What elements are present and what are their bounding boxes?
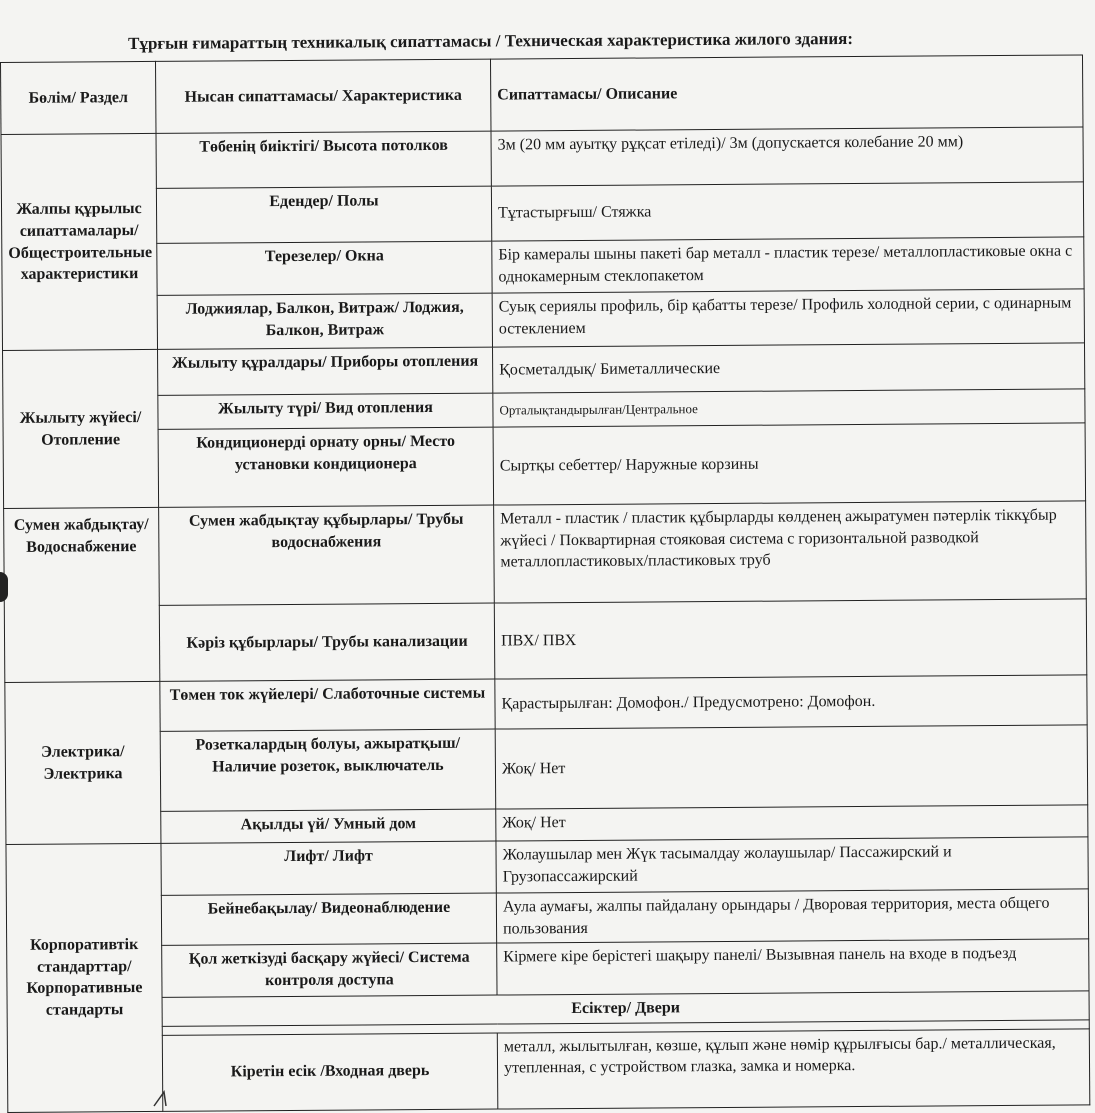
row-label: Ақылды үй/ Умный дом [161, 809, 496, 843]
doors-subheader: Есіктер/ Двери [162, 991, 1089, 1026]
table-row [2, 289, 1084, 351]
row-value: Жоқ/ Нет [495, 725, 1088, 809]
section-water: Сумен жабдықтау/ Водоснабжение [4, 507, 160, 682]
header-characteristic: Нысан сипаттамасы/ Характеристика [155, 59, 490, 133]
row-value: ПВХ/ ПВХ [494, 599, 1087, 679]
row-label: Лоджиялар, Балкон, Витраж/ Лоджия, Балкон, Витраж [157, 293, 492, 349]
spec-table-wrapper [0, 54, 1090, 1112]
table-row [6, 889, 1088, 947]
row-value: Аула аумағы, жалпы пайдалану орындары / Дворовая территория, места общего пользования [496, 889, 1088, 943]
row-value: Бір камералы шыны пакеті бар металл - пластик терезе/ металлопластиковые окна с однокамерным стеклопакетом [492, 237, 1084, 293]
page-title: Тұрғын ғимараттың техникалық сипаттамасы / Техническая характеристика жилого здания: [128, 28, 854, 53]
row-value: Қосметалдық/ Биметаллические [493, 343, 1085, 393]
row-label: Төмен ток жүйелері/ Слаботочные системы [160, 679, 495, 731]
section-general: Жалпы құрылыс сипаттамалары/ Общестроительные характеристики [1, 133, 158, 350]
spec-table [0, 54, 1090, 1112]
section-corporate: Корпоративтік стандарттар/ Корпоративные стандарты [6, 843, 163, 1112]
row-label: Кәріз құбырлары/ Трубы канализации [159, 603, 495, 681]
row-value: Металл - пластик / пластик құбырларды көлденең ажыратумен пәтерлік тіккұбыр жүйесі / Поквартирная стояковая система с горизонтальной разводкой металлопластиковых/пластиковых труб [494, 501, 1087, 603]
row-label: Сумен жабдықтау құбырлары/ Трубы водоснабжения [159, 505, 495, 605]
table-row [2, 237, 1084, 297]
table-row [6, 837, 1088, 897]
row-label: Едендер/ Полы [156, 186, 491, 243]
header-section: Бөлім/ Раздел [1, 61, 156, 134]
header-row [1, 55, 1083, 135]
row-label: Жылыту түрі/ Вид отопления [158, 393, 493, 429]
row-value: Кірмеге кіре берістегі шақыру панелі/ Вызывная панель на входе в подъезд [497, 939, 1089, 995]
row-label: Лифт/ Лифт [161, 841, 496, 895]
table-row [1, 182, 1083, 245]
table-row [4, 599, 1087, 683]
table-row [5, 675, 1087, 733]
row-label: Кондиционерді орнату орны/ Место установки кондиционера [158, 427, 494, 507]
pen-mark-icon [150, 1088, 180, 1108]
row-label: Кіретін есік /Входная дверь [162, 1033, 498, 1111]
row-label: Бейнебақылау/ Видеонаблюдение [161, 893, 496, 946]
row-value: Сыртқы себеттер/ Наружные корзины [493, 423, 1086, 505]
table-row [4, 501, 1087, 607]
section-electric: Электрика/ Электрика [5, 681, 161, 844]
row-label: Розеткалардың болуы, ажыратқыш/ Наличие розеток, выключатель [160, 729, 496, 811]
table-row [1, 127, 1083, 190]
row-value: Тұтастырғыш/ Стяжка [491, 182, 1083, 241]
row-value: Суық сериялы профиль, бір қабатты терезе/ Профиль холодной серии, с одинарным остеклением [492, 289, 1084, 347]
row-value: 3м (20 мм ауытқу рұқсат етіледі)/ 3м (допускается колебание 20 мм) [491, 127, 1083, 186]
section-heating: Жылыту жүйесі/ Отопление [3, 349, 159, 508]
row-value: Орталықтандырылған/Центральное [493, 389, 1085, 427]
header-description: Сипаттамасы/ Описание [490, 55, 1082, 131]
row-label: Терезелер/ Окна [157, 241, 492, 295]
table-row [7, 939, 1089, 999]
row-value: металл, жылытылған, көзше, құлып және нөмір құрылғысы бар./ металлическая, утепленная, с устройством глазка, замка и номерка. [497, 1029, 1090, 1109]
row-value: Қарастырылған: Домофон./ Предусмотрено: Домофон. [495, 675, 1087, 729]
row-value: Жоқ/ Нет [496, 805, 1088, 841]
row-label: Қол жеткізуді басқару жүйесі/ Система контроля доступа [162, 943, 497, 997]
table-row [3, 423, 1086, 509]
row-value: Жолаушылар мен Жүк тасымалдау жолаушылар/ Пассажирский и Грузопассажирский [496, 837, 1088, 893]
table-row [3, 343, 1085, 397]
row-label: Төбенің биіктігі/ Высота потолков [156, 131, 491, 188]
row-label: Жылыту құралдары/ Приборы отопления [158, 347, 493, 395]
table-row [5, 725, 1088, 813]
